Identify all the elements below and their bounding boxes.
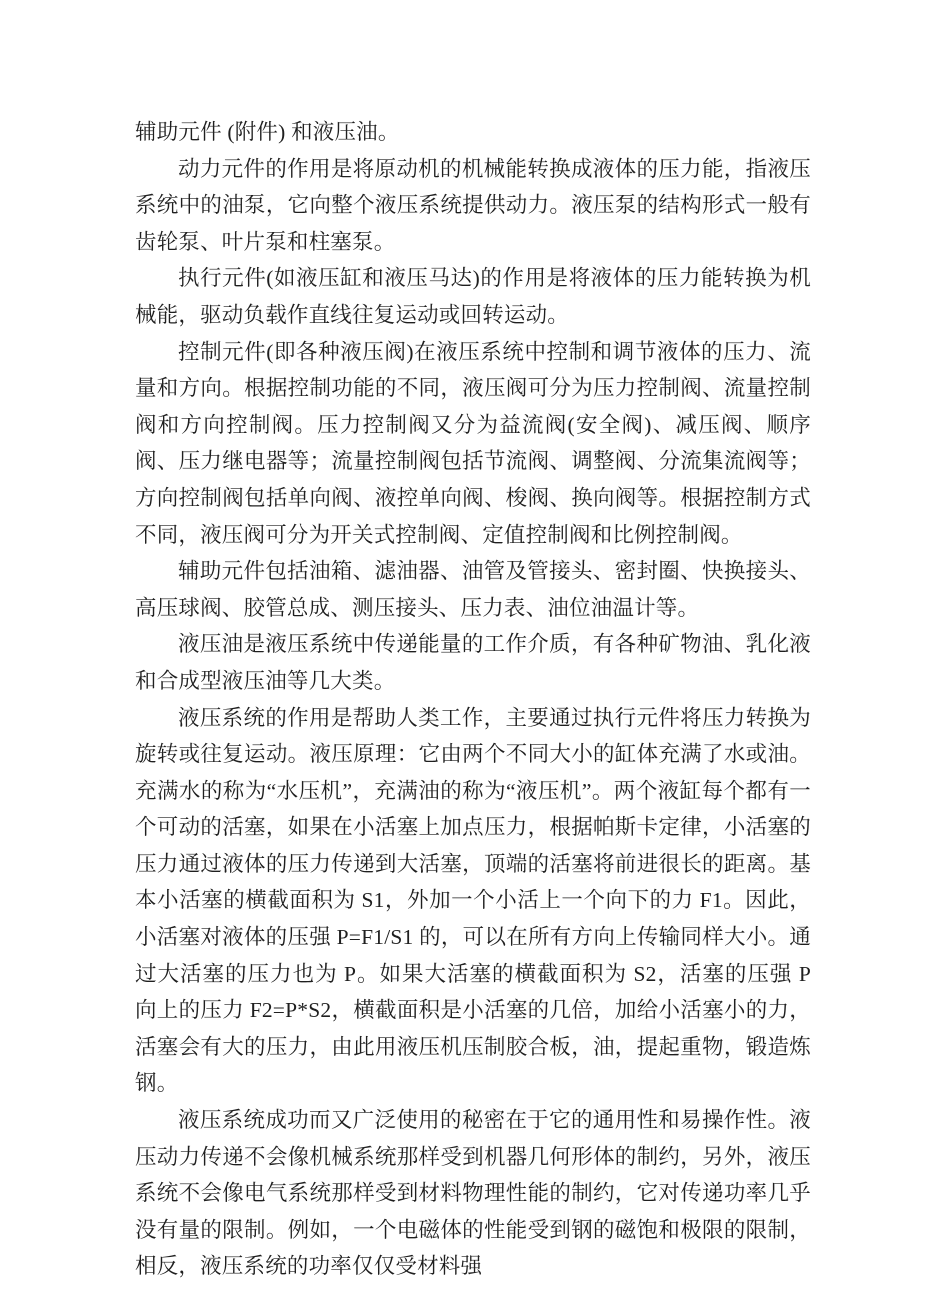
paragraph-hydraulic-principle: 液压系统的作用是帮助人类工作，主要通过执行元件将压力转换为旋转或往复运动。液压原理：它由两个不同大小的缸体充满了水或油。充满水的称为“水压机”，充满油的称为“液压机”。两个液缸每个都有一个可动的活塞，如果在小活塞上加点压力，根据帕斯卡定律，小活塞的压力通过液体的压力传递到大活塞，顶端的活塞将前进很长的距离。基本小活塞的横截面积为 S1，外加一个小活上一个向下的力 F1。因此，小活塞对液体的压强 P=F1/S1 的，可以在所有方向上传输同样大小。通过大活塞的压力也为 P。如果大活塞的横截面积为 S2，活塞的压强 P 向上的压力 F2=P*S2，横截面积是小活塞的几倍，加给小活塞小的力，活塞会有大的压力，由此用液压机压制胶合板，油，提起重物，锻造炼钢。 bbox=[135, 705, 811, 1096]
paragraph-aux-continuation: 辅助元件 (附件) 和液压油。 bbox=[135, 120, 400, 144]
paragraph-actuator-elements: 执行元件(如液压缸和液压马达)的作用是将液体的压力能转换为机械能，驱动负载作直线往复运动或回转运动。 bbox=[135, 266, 811, 327]
paragraph-control-elements: 控制元件(即各种液压阀)在液压系统中控制和调节液体的压力、流量和方向。根据控制功能的不同，液压阀可分为压力控制阀、流量控制阀和方向控制阀。压力控制阀又分为益流阀(安全阀)、减压阀、顺序阀、压力继电器等；流量控制阀包括节流阀、调整阀、分流集流阀等；方向控制阀包括单向阀、液控单向阀、梭阀、换向阀等。根据控制方式不同，液压阀可分为开关式控制阀、定值控制阀和比例控制阀。 bbox=[135, 339, 811, 547]
paragraph-hydraulic-oil: 液压油是液压系统中传递能量的工作介质，有各种矿物油、乳化液和合成型液压油等几大类。 bbox=[135, 632, 811, 693]
paragraph-auxiliary-components: 辅助元件包括油箱、滤油器、油管及管接头、密封圈、快换接头、高压球阀、胶管总成、测压接头、压力表、油位油温计等。 bbox=[135, 559, 811, 620]
document-body bbox=[135, 114, 811, 1285]
paragraph-system-versatility: 液压系统成功而又广泛使用的秘密在于它的通用性和易操作性。液压动力传递不会像机械系统那样受到机器几何形体的制约，另外，液压系统不会像电气系统那样受到材料物理性能的制约，它对传递功率几乎没有量的限制。例如，一个电磁体的性能受到钢的磁饱和极限的限制，相反，液压系统的功率仅仅受材料强 bbox=[135, 1108, 811, 1279]
paragraph-power-elements: 动力元件的作用是将原动机的机械能转换成液体的压力能，指液压系统中的油泵，它向整个液压系统提供动力。液压泵的结构形式一般有齿轮泵、叶片泵和柱塞泵。 bbox=[135, 156, 811, 254]
